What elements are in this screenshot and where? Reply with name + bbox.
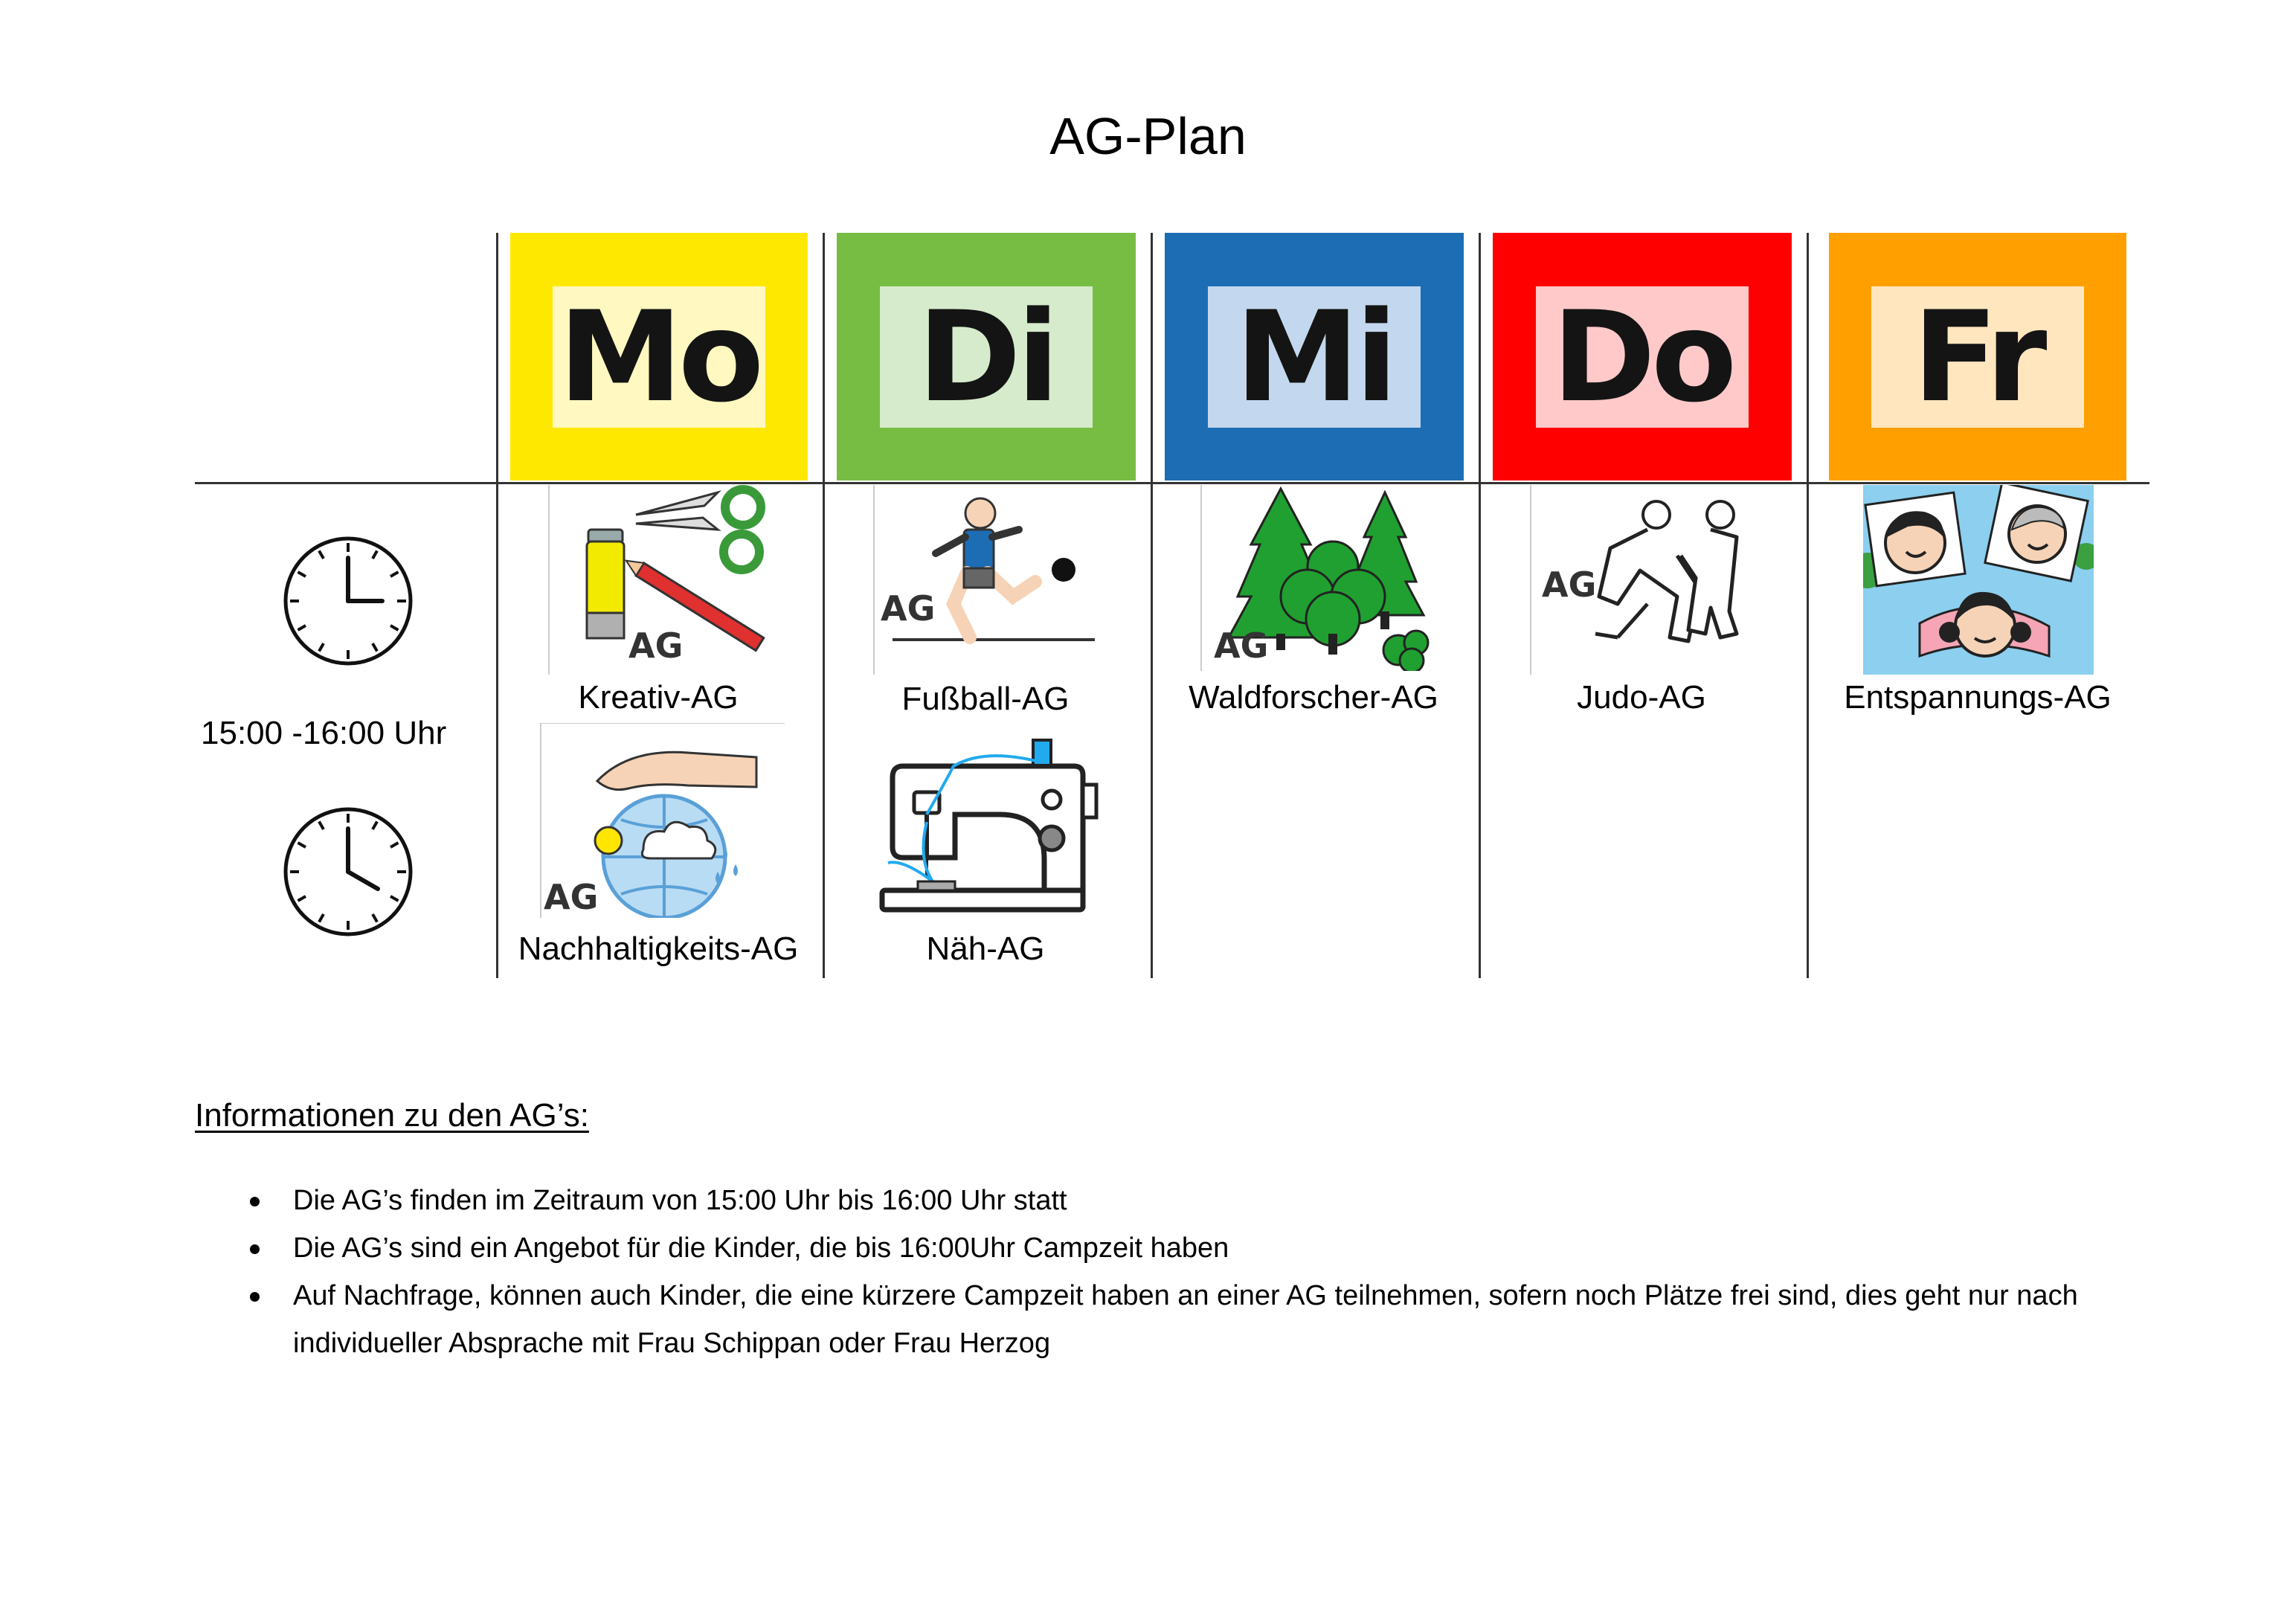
time-slot-label: 15:00 -16:00 Uhr [201,715,447,751]
column-divider [823,233,825,978]
day-header-thursday [1493,233,1792,481]
column-divider [496,233,498,978]
day-header-friday [1829,233,2126,481]
clock-4-icon [281,805,415,939]
column-divider [1479,233,1481,978]
activity-label: Näh-AG [926,931,1045,967]
activity-label: Judo-AG [1577,679,1706,716]
svg-text:AG: AG [1542,565,1597,605]
sewing-machine-icon [873,733,1102,919]
page-title: AG-Plan [1049,107,1247,165]
svg-text:AG: AG [544,877,599,917]
activity-label: Nachhaltigkeits-AG [518,931,799,967]
judo-icon [1528,485,1752,675]
list-item: Die AG’s sind ein Angebot für die Kinder, die bis 16:00Uhr Campzeit haben [195,1224,2158,1272]
column-divider [1807,233,1809,978]
clock-3-icon [281,534,415,668]
activity-label: Entspannungs-AG [1844,679,2112,716]
column-divider [1151,233,1153,978]
info-heading: Informationen zu den AG’s: [195,1097,589,1134]
svg-text:AG: AG [628,626,684,666]
football-player-icon [872,485,1102,675]
day-header-monday [510,233,808,481]
list-item: Auf Nachfrage, können auch Kinder, die eine kürzere Campzeit haben an einer AG teilnehmen, sofern noch Plätze frei sind, dies geht nur nach individueller Absprache mit Frau Schippan oder Frau Herzog [195,1272,2158,1367]
info-list [195,1177,2158,1367]
forest-icon [1199,485,1430,671]
svg-text:AG: AG [1214,626,1269,666]
day-label: Fr [1871,286,2084,428]
list-item: Die AG’s finden im Zeitraum von 15:00 Uhr bis 16:00 Uhr statt [195,1177,2158,1224]
day-header-wednesday [1165,233,1464,481]
hand-over-globe-icon [539,723,785,918]
activity-label: Fußball-AG [901,681,1070,717]
day-label: Mi [1208,286,1421,428]
day-label: Mo [553,286,765,428]
svg-text:AG: AG [881,588,936,629]
relaxing-children-icon [1863,485,2094,675]
day-label: Di [880,286,1093,428]
day-label: Do [1536,286,1749,428]
header-divider [195,482,2149,484]
glue-scissors-pencil-icon [547,485,785,675]
activity-label: Kreativ-AG [578,679,739,716]
activity-label: Waldforscher-AG [1189,679,1438,716]
day-header-tuesday [837,233,1136,481]
